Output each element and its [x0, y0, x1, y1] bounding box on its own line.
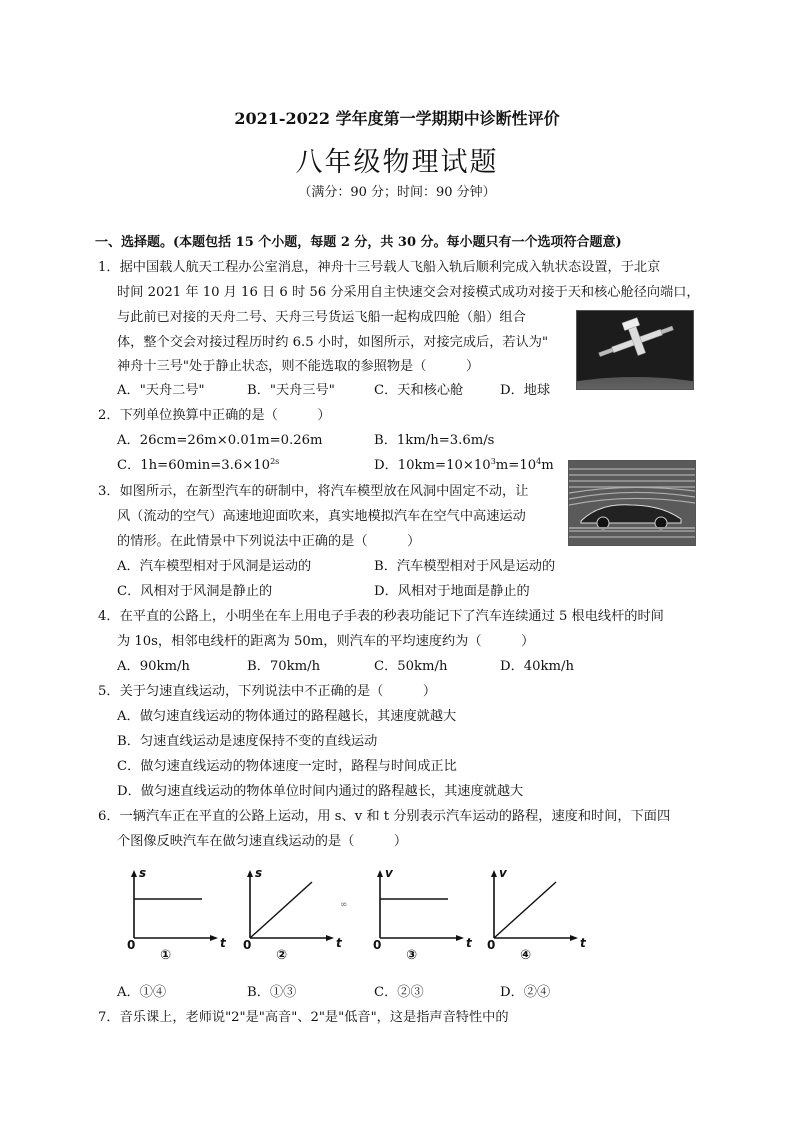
x-axis-label: t — [336, 936, 342, 950]
y-axis-arrow — [247, 870, 253, 877]
q4-option-a: A．90km/h — [117, 659, 190, 674]
subject-title: 八年级物理试题 — [295, 147, 499, 178]
q3-option-a: A．汽车模型相对于风洞是运动的 — [117, 559, 312, 574]
q6-option-a: A．①④ — [117, 985, 167, 1000]
q2-option-d: D．$10km=10\times 10^3m=10^4m$ — [374, 457, 554, 473]
q6-line1: 6．一辆汽车正在平直的公路上运动，用 s、v 和 t 分别表示汽车运动的路程，速度和时间，下面四 — [98, 809, 671, 824]
q6-option-b: B．①③ — [247, 985, 297, 1000]
y-axis-label: s — [139, 866, 147, 880]
q3-line2: 风（流动的空气）高速地迎面吹来，真实地模拟汽车在空气中高速运动 — [117, 509, 526, 524]
wind-tunnel-photo — [568, 460, 696, 546]
origin-label: 0 — [373, 938, 382, 952]
q4-line1: 4．在平直的公路上，小明坐在车上用电子手表的秒表功能记下了汽车连续通过 5 根电线杆的时间 — [98, 609, 664, 624]
q4-option-b: B．70km/h — [247, 659, 321, 674]
y-axis-label: s — [255, 866, 263, 880]
graph-3 — [370, 866, 470, 966]
graph-2 — [240, 866, 340, 966]
y-axis-label: v — [385, 866, 393, 880]
graph-svg — [124, 866, 224, 966]
q1-line1: 1．据中国载人航天工程办公室消息，神舟十三号载人飞船入轨后顺利完成入轨状态设置，于北京 — [98, 260, 661, 275]
q3-option-c: C．风相对于风洞是静止的 — [117, 584, 273, 599]
x-axis-label: t — [220, 936, 226, 950]
space-station-photo — [576, 310, 694, 390]
q3-option-d: D．风相对于地面是静止的 — [374, 584, 530, 599]
graph-svg — [484, 866, 584, 966]
x-axis-arrow — [210, 935, 218, 941]
graph-svg — [370, 866, 470, 966]
graph-line-rising — [250, 882, 312, 938]
q6-option-d: D．②④ — [500, 985, 551, 1000]
q4-option-d: D．40km/h — [500, 659, 574, 674]
q3-option-b: B．汽车模型相对于风是运动的 — [374, 559, 556, 574]
graph-number: ④ — [520, 948, 532, 963]
graph-line-rising — [494, 882, 556, 938]
stray-mark: ∞ — [340, 900, 348, 910]
q2-option-c: C．$1h=60\min=3.6\times 10^{2s}$ — [117, 457, 280, 473]
q6-line2: 个图像反映汽车在做匀速直线运动的是（ ） — [117, 834, 408, 849]
x-axis-label: t — [466, 936, 472, 950]
q2-option-a: A．26cm=26m×0.01m=0.26m — [117, 433, 323, 448]
q5-option-a: A．做匀速直线运动的物体通过的路程越长，其速度就越大 — [117, 709, 457, 724]
x-axis-arrow — [570, 935, 578, 941]
graph-svg — [240, 866, 340, 966]
graph-1 — [124, 866, 224, 966]
q1-option-b: B．"天舟三号" — [247, 383, 335, 398]
q1-line4: 体，整个交会对接过程历时约 6.5 小时，如图所示，对接完成后，若认为" — [117, 335, 549, 350]
exam-info: （满分：90 分；时间：90 分钟） — [298, 185, 496, 200]
y-axis-label: v — [499, 866, 507, 880]
x-axis-arrow — [456, 935, 464, 941]
y-axis-arrow — [491, 870, 497, 877]
y-axis-arrow — [131, 870, 137, 877]
q4-option-c: C．50km/h — [374, 659, 448, 674]
q1-line2: 时间 2021 年 10 月 16 日 6 时 56 分采用自主快速交会对接模式成功对接于天和核心舱径向端口， — [117, 285, 700, 300]
graph-4 — [484, 866, 584, 966]
q7-line1: 7．音乐课上，老师说"2"是"高音"、2"是"低音"，这是指声音特性中的 — [98, 1010, 509, 1025]
q5-option-c: C．做匀速直线运动的物体速度一定时，路程与时间成正比 — [117, 759, 457, 774]
q3-line1: 3．如图所示，在新型汽车的研制中，将汽车模型放在风洞中固定不动，让 — [98, 484, 529, 499]
y-axis-arrow — [377, 870, 383, 877]
q5-option-d: D．做匀速直线运动的物体单位时间内通过的路程越长，其速度就越大 — [117, 784, 524, 799]
q2-option-b: B．1km/h=3.6m/s — [374, 433, 495, 448]
q3-line3: 的情形。在此情景中下列说法中正确的是（ ） — [117, 534, 421, 549]
graph-number: ② — [276, 948, 288, 963]
origin-label: 0 — [127, 938, 136, 952]
q1-option-d: D．地球 — [500, 383, 551, 398]
x-axis-arrow — [326, 935, 334, 941]
q4-line2: 为 10s，相邻电线杆的距离为 50m，则汽车的平均速度约为（ ） — [117, 634, 535, 649]
origin-label: 0 — [243, 938, 252, 952]
graph-number: ① — [160, 948, 172, 963]
exam-title: 2021-2022 学年度第一学期期中诊断性评价 — [234, 109, 560, 128]
origin-label: 0 — [487, 938, 496, 952]
q1-line5: 神舟十三号"处于静止状态，则不能选取的参照物是（ ） — [117, 359, 480, 374]
graph-number: ③ — [406, 948, 418, 963]
section-heading: 一、选择题。(本题包括 15 个小题，每题 2 分，共 30 分。每小题只有一个选项符合题意) — [95, 235, 622, 250]
q6-option-c: C．②③ — [374, 985, 424, 1000]
x-axis-label: t — [580, 936, 586, 950]
q2-stem: 2．下列单位换算中正确的是（ ） — [98, 408, 331, 423]
q1-line3: 与此前已对接的天舟二号、天舟三号货运飞船一起构成四舱（船）组合 — [117, 310, 526, 325]
q5-stem: 5．关于匀速直线运动，下列说法中不正确的是（ ） — [98, 684, 437, 699]
q1-option-c: C．天和核心舱 — [374, 383, 464, 398]
q1-option-a: A．"天舟二号" — [117, 383, 205, 398]
q5-option-b: B．匀速直线运动是速度保持不变的直线运动 — [117, 734, 378, 749]
